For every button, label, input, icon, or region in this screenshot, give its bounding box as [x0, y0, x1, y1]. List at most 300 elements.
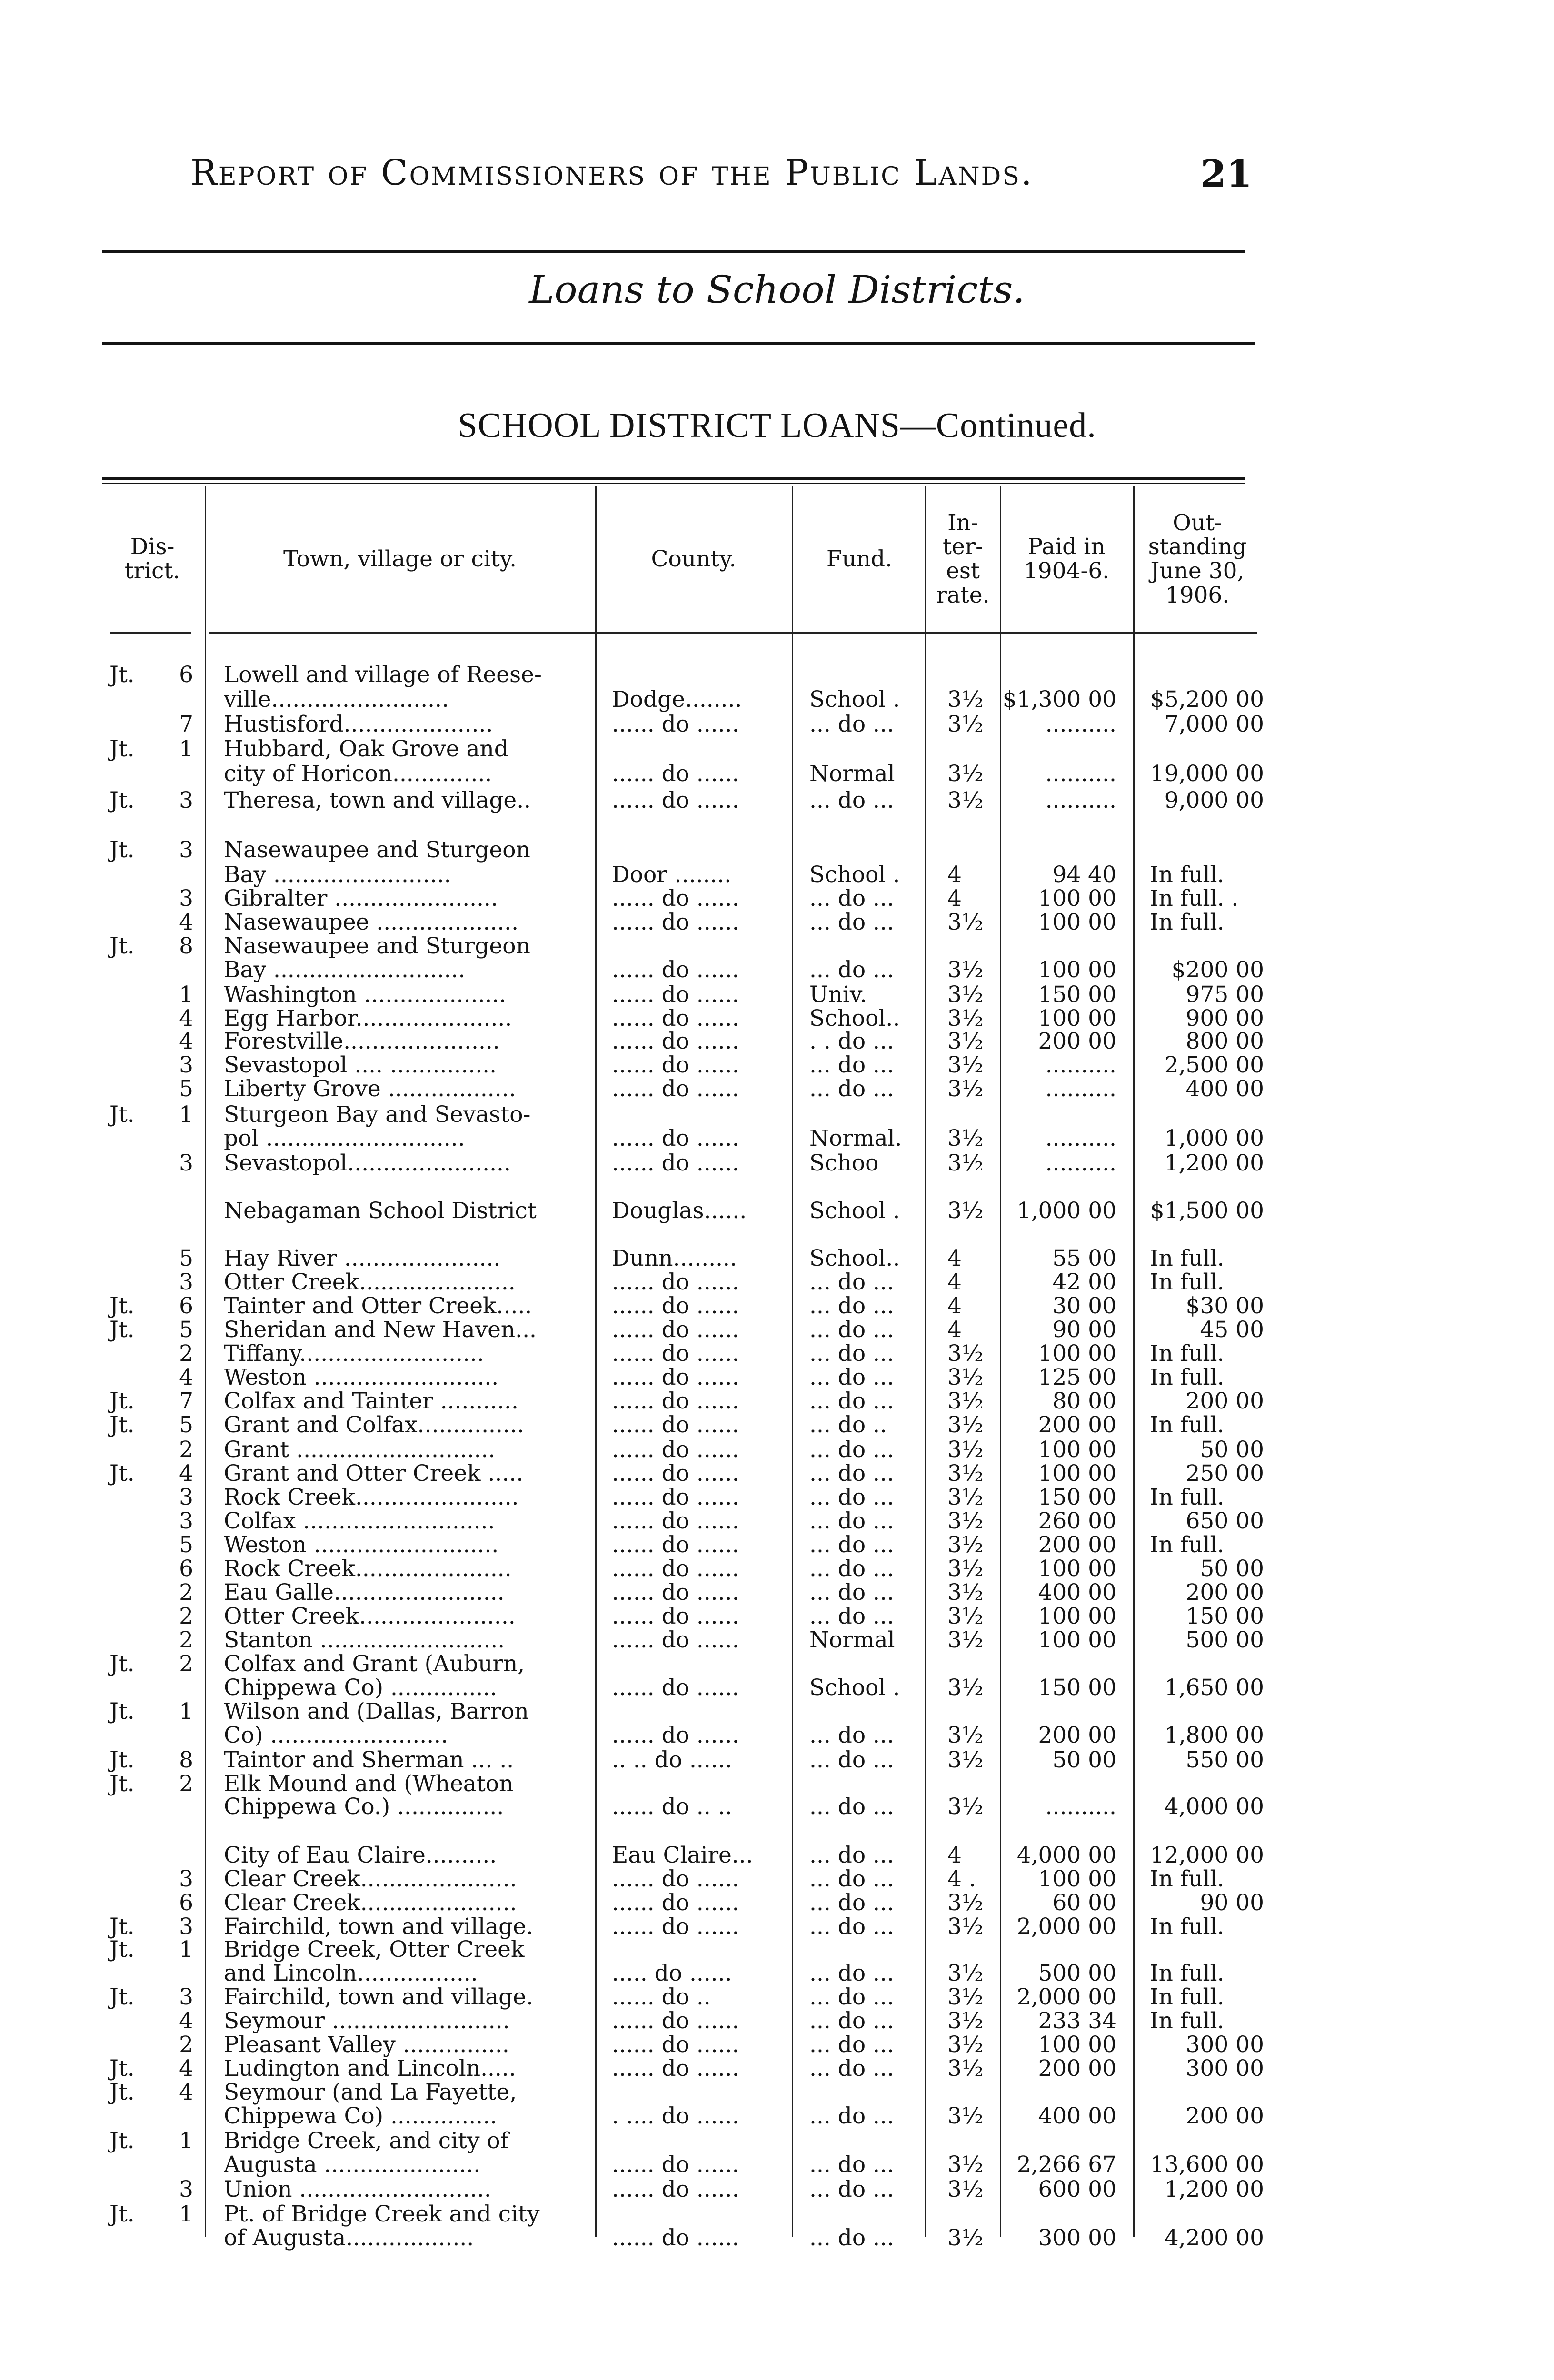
cell-rate: 3½ [947, 1627, 984, 1653]
cell-county: ...... do ...... [612, 1006, 739, 1031]
cell-jt: Jt. [110, 1460, 135, 1487]
cell-town: Wilson and (Dallas, Barron [224, 1699, 529, 1724]
cell-town: Fairchild, town and village. [224, 1985, 534, 2010]
cell-jt: Jt. [110, 1698, 135, 1725]
cell-rate: 3½ [947, 1198, 984, 1224]
table-row [0, 2104, 1554, 2129]
cell-rate: 3½ [947, 2176, 984, 2202]
cell-jt: Jt. [110, 1747, 135, 1773]
cell-county: Douglas...... [612, 1199, 747, 1223]
cell-county: ...... do ...... [612, 1077, 739, 1101]
cell-county: ...... do ...... [612, 2152, 739, 2177]
cell-county: .. .. do ...... [612, 1748, 732, 1773]
table-row [0, 1509, 1554, 1534]
cell-rate: 3½ [947, 1437, 984, 1463]
cell-no: 7 [179, 711, 193, 737]
cell-fund: ... do ... [809, 1438, 894, 1462]
cell-paid: 125 00 [1038, 1364, 1116, 1390]
cell-rate: 3½ [947, 957, 984, 983]
cell-no: 5 [179, 1532, 193, 1558]
cell-no: 3 [179, 837, 193, 863]
cell-jt: Jt. [110, 662, 135, 688]
cell-rate: 3½ [947, 1508, 984, 1534]
cell-fund: ... do ... [809, 1795, 894, 1819]
cell-no: 4 [179, 1460, 193, 1487]
cell-fund: ... do ... [809, 1985, 894, 2010]
cell-rate: 3½ [947, 1028, 984, 1054]
cell-jt: Jt. [110, 1293, 135, 1319]
cell-town: Nebagaman School District [224, 1199, 537, 1223]
cell-no: 2 [179, 2032, 193, 2058]
cell-county: ...... do ...... [612, 1604, 739, 1629]
cell-no: 3 [179, 1150, 193, 1176]
cell-rate: 3½ [947, 1460, 984, 1487]
cell-no: 4 [179, 2055, 193, 2082]
cell-no: 5 [179, 1412, 193, 1438]
table-row [0, 886, 1554, 911]
cell-fund: . . do ... [809, 1029, 894, 1054]
cell-jt: Jt. [110, 2201, 135, 2227]
cell-paid: 55 00 [1052, 1245, 1116, 1271]
cell-county: ...... do ...... [612, 1533, 739, 1557]
cell-out: In full. [1150, 1269, 1225, 1295]
table-row [0, 1676, 1554, 1700]
table-row [0, 1365, 1554, 1390]
cell-rate: 3½ [947, 1076, 984, 1102]
cell-no: 2 [179, 1579, 193, 1606]
cell-paid: 100 00 [1038, 1460, 1116, 1487]
cell-town: and Lincoln................. [224, 1961, 478, 1986]
cell-out: 900 00 [1185, 1005, 1264, 1031]
cell-no: 3 [179, 787, 193, 813]
table-row [0, 1843, 1554, 1868]
cell-county: ...... do ...... [612, 1557, 739, 1581]
table-row [0, 1985, 1554, 2010]
cell-no: 6 [179, 662, 193, 688]
cell-no: 2 [179, 1340, 193, 1367]
cell-paid: 2,000 00 [1016, 1914, 1116, 1940]
cell-paid: .......... [1045, 711, 1116, 737]
cell-rate: 3½ [947, 686, 984, 713]
cell-rate: 3½ [947, 1364, 984, 1390]
cell-rate: 3½ [947, 2032, 984, 2058]
table-row [0, 2033, 1554, 2057]
cell-rate: 4 [947, 862, 962, 888]
table-row [0, 1485, 1554, 1510]
cell-county: ...... do ...... [612, 1318, 739, 1342]
table-row [0, 2202, 1554, 2227]
cell-no: 4 [179, 2008, 193, 2034]
cell-fund: ... do ... [809, 958, 894, 982]
col-town: Town, village or city. [283, 545, 517, 572]
cell-out: In full. [1150, 2008, 1225, 2034]
col-district: Dis- trict. [124, 534, 180, 584]
cell-out: 1,200 00 [1164, 2176, 1264, 2202]
cell-rate: 3½ [947, 1052, 984, 1078]
cell-town: Seymour ......................... [224, 2009, 510, 2033]
cell-paid: 100 00 [1038, 1556, 1116, 1582]
cell-paid: .......... [1045, 787, 1116, 813]
cell-out: $5,200 00 [1150, 686, 1264, 713]
cell-county: ...... do ...... [612, 886, 739, 911]
cell-county: ...... do ...... [612, 1365, 739, 1390]
cell-town: Gibralter ....................... [224, 886, 498, 911]
cell-out: 45 00 [1200, 1317, 1264, 1343]
table-row [0, 958, 1554, 982]
cell-out: In full. [1150, 1412, 1225, 1438]
cell-rate: 3½ [947, 787, 984, 813]
cell-fund: ... do ... [809, 1961, 894, 1986]
table-row [0, 663, 1554, 687]
table-row [0, 1461, 1554, 1486]
cell-county: ..... do ...... [612, 1961, 732, 1986]
cell-rate: 3½ [947, 1340, 984, 1367]
cell-town: Colfax ........................... [224, 1509, 495, 1534]
cell-fund: School.. [809, 1246, 900, 1271]
cell-fund: ... do ... [809, 1341, 894, 1366]
cell-out: In full. [1150, 1960, 1225, 1986]
cell-town: Pt. of Bridge Creek and city [224, 2202, 540, 2227]
cell-town: Bridge Creek, Otter Creek [224, 1937, 525, 1962]
cell-rate: 3½ [947, 1890, 984, 1916]
cell-no: 5 [179, 1245, 193, 1271]
cell-town: Weston .......................... [224, 1533, 499, 1557]
cell-jt: Jt. [110, 1936, 135, 1963]
cell-no: 6 [179, 1293, 193, 1319]
cell-out: 550 00 [1185, 1747, 1264, 1773]
table-row [0, 1557, 1554, 1581]
cell-rate: 3½ [947, 1484, 984, 1510]
cell-out: 7,000 00 [1164, 711, 1264, 737]
cell-county: ...... do ...... [612, 1389, 739, 1414]
cell-paid: .......... [1045, 1076, 1116, 1102]
cell-out: 1,650 00 [1164, 1675, 1264, 1701]
cell-county: ...... do ...... [612, 2033, 739, 2057]
cell-county: ...... do .. [612, 1985, 711, 2010]
table-row [0, 1053, 1554, 1078]
cell-no: 3 [179, 1052, 193, 1078]
cell-town: Hubbard, Oak Grove and [224, 737, 508, 762]
cell-rate: 4 [947, 885, 962, 912]
cell-fund: ... do ... [809, 1557, 894, 1581]
cell-rate: 3½ [947, 909, 984, 935]
cell-county: ...... do ...... [612, 1914, 739, 1939]
cell-fund: Normal [809, 1628, 895, 1653]
cell-out: 200 00 [1185, 1579, 1264, 1606]
table-row [0, 737, 1554, 762]
cell-rate: 3½ [947, 2008, 984, 2034]
cell-paid: 30 00 [1052, 1293, 1116, 1319]
cell-fund: ... do ... [809, 1914, 894, 1939]
cell-county: ...... do .. .. [612, 1795, 732, 1819]
cell-county: ...... do ...... [612, 1029, 739, 1054]
cell-out: 50 00 [1200, 1437, 1264, 1463]
report-title: Report of Commissioners of the Public Lands. [190, 152, 1034, 193]
cell-rate: 3½ [947, 1603, 984, 1629]
cell-out: $1,500 00 [1150, 1198, 1264, 1224]
cell-fund: ... do ... [809, 2152, 894, 2177]
cell-fund: ... do ... [809, 1485, 894, 1510]
cell-rate: 3½ [947, 1579, 984, 1606]
cell-out: In full. [1150, 1866, 1225, 1892]
cell-fund: ... do ... [809, 1580, 894, 1605]
cell-rate: 3½ [947, 1794, 984, 1820]
cell-fund: ... do ... [809, 2104, 894, 2129]
cell-fund: Univ. [809, 982, 867, 1007]
col-county: County. [651, 545, 737, 572]
cell-paid: 94 40 [1052, 862, 1116, 888]
cell-no: 4 [179, 1364, 193, 1390]
cell-no: 3 [179, 2176, 193, 2202]
table-row [0, 1961, 1554, 1986]
cell-no: 2 [179, 1627, 193, 1653]
cell-out: 90 00 [1200, 1890, 1264, 1916]
cell-rate: 3½ [947, 1150, 984, 1176]
table-row [0, 1102, 1554, 1127]
cell-paid: 100 00 [1038, 1005, 1116, 1031]
cell-no: 6 [179, 1890, 193, 1916]
cell-fund: School . [809, 1199, 900, 1223]
cell-town: Bridge Creek, and city of [224, 2129, 509, 2153]
cell-out: 13,600 00 [1150, 2152, 1264, 2178]
cell-no: 3 [179, 1984, 193, 2010]
cell-county: ...... do ...... [612, 1723, 739, 1748]
cell-out: In full. [1150, 1484, 1225, 1510]
cell-out: 12,000 00 [1150, 1842, 1264, 1868]
cell-town: Clear Creek...................... [224, 1891, 517, 1915]
cell-town: pol ............................ [224, 1126, 465, 1151]
cell-paid: 300 00 [1038, 2225, 1116, 2251]
cell-county: Dunn......... [612, 1246, 737, 1271]
cell-out: 50 00 [1200, 1556, 1264, 1582]
table-row [0, 1294, 1554, 1319]
table-row [0, 982, 1554, 1007]
cell-town: Eau Galle........................ [224, 1580, 505, 1605]
cell-county: ...... do ...... [612, 1126, 739, 1151]
cell-fund: ... do .. [809, 1413, 887, 1438]
cell-paid: 200 00 [1038, 1028, 1116, 1054]
table-row [0, 1199, 1554, 1223]
cell-town: Sturgeon Bay and Sevasto- [224, 1102, 531, 1127]
cell-town: Forestville...................... [224, 1029, 500, 1054]
cell-no: 3 [179, 1484, 193, 1510]
cell-paid: 150 00 [1038, 1484, 1116, 1510]
cell-rate: 3½ [947, 1747, 984, 1773]
table-row [0, 910, 1554, 935]
cell-no: 3 [179, 1866, 193, 1892]
cell-out: 1,000 00 [1164, 1125, 1264, 1151]
table-row [0, 762, 1554, 786]
cell-fund: Normal. [809, 1126, 902, 1151]
cell-town: City of Eau Claire.......... [224, 1843, 497, 1868]
cell-town: Weston .......................... [224, 1365, 499, 1390]
cell-county: ...... do ...... [612, 1628, 739, 1653]
cell-town: Sevastopol....................... [224, 1151, 511, 1176]
cell-fund: ... do ... [809, 1077, 894, 1101]
cell-out: 250 00 [1185, 1460, 1264, 1487]
table-row [0, 2177, 1554, 2202]
cell-county: Door ........ [612, 863, 732, 887]
cell-out: 1,800 00 [1164, 1722, 1264, 1748]
cell-town: Nasewaupee and Sturgeon [224, 838, 530, 863]
cell-fund: ... do ... [809, 886, 894, 911]
cell-county: ...... do ...... [612, 1580, 739, 1605]
cell-out: 19,000 00 [1150, 761, 1264, 787]
cell-county: ...... do ...... [612, 788, 739, 813]
cell-jt: Jt. [110, 2079, 135, 2105]
cell-fund: ... do ... [809, 1318, 894, 1342]
cell-town: Hustisford..................... [224, 712, 493, 737]
cell-no: 3 [179, 1914, 193, 1940]
cell-out: In full. [1150, 1245, 1225, 1271]
cell-county: ...... do ...... [612, 712, 739, 737]
cell-fund: Normal [809, 762, 895, 786]
cell-county: ...... do ...... [612, 2177, 739, 2202]
cell-paid: 200 00 [1038, 1412, 1116, 1438]
table-row [0, 1438, 1554, 1462]
cell-jt: Jt. [110, 933, 135, 959]
table-row [0, 1533, 1554, 1557]
cell-town: Sevastopol .... ............... [224, 1053, 497, 1078]
cell-town: Lowell and village of Reese- [224, 663, 542, 687]
cell-out: In full. [1150, 1364, 1225, 1390]
table-row [0, 863, 1554, 887]
cell-county: ...... do ...... [612, 1891, 739, 1915]
cell-town: Pleasant Valley ............... [224, 2033, 509, 2057]
cell-fund: ... do ... [809, 1389, 894, 1414]
cell-paid: 400 00 [1038, 1579, 1116, 1606]
cell-fund: ... do ... [809, 1294, 894, 1319]
cell-no: 1 [179, 2128, 193, 2154]
cell-no: 1 [179, 982, 193, 1008]
table-row [0, 838, 1554, 863]
table-row [0, 1318, 1554, 1342]
cell-no: 4 [179, 1028, 193, 1054]
cell-town: of Augusta.................. [224, 2226, 474, 2251]
table-row [0, 2129, 1554, 2153]
table-row [0, 1151, 1554, 1176]
cell-fund: ... do ... [809, 2226, 894, 2251]
cell-out: 650 00 [1185, 1508, 1264, 1534]
cell-fund: ... do ... [809, 2033, 894, 2057]
table-row [0, 1126, 1554, 1151]
cell-county: ...... do ...... [612, 2056, 739, 2081]
cell-no: 1 [179, 2201, 193, 2227]
cell-county: ...... do ...... [612, 1053, 739, 1078]
cell-out: 400 00 [1185, 1076, 1264, 1102]
cell-no: 4 [179, 1005, 193, 1031]
page-number: 21 [1200, 152, 1252, 196]
cell-no: 5 [179, 1317, 193, 1343]
cell-rate: 3½ [947, 1532, 984, 1558]
cell-county: ...... do ...... [612, 958, 739, 982]
cell-jt: Jt. [110, 1914, 135, 1940]
cell-paid: 90 00 [1052, 1317, 1116, 1343]
cell-paid: 500 00 [1038, 1960, 1116, 1986]
cell-no: 1 [179, 736, 193, 762]
cell-town: Otter Creek...................... [224, 1270, 516, 1295]
cell-town: Clear Creek...................... [224, 1867, 517, 1892]
cell-rate: 3½ [947, 982, 984, 1008]
col-outstanding: Out- standing June 30, 1906. [1148, 509, 1247, 608]
cell-paid: 42 00 [1052, 1269, 1116, 1295]
table-row [0, 1077, 1554, 1101]
cell-paid: 2,266 67 [1016, 2152, 1116, 2178]
cell-paid: 200 00 [1038, 1532, 1116, 1558]
cell-rate: 3½ [947, 1005, 984, 1031]
cell-county: ...... do ...... [612, 1461, 739, 1486]
cell-rate: 3½ [947, 761, 984, 787]
cell-town: Elk Mound and (Wheaton [224, 1772, 514, 1796]
cell-paid: 100 00 [1038, 2032, 1116, 2058]
cell-no: 1 [179, 1698, 193, 1725]
cell-jt: Jt. [110, 2055, 135, 2082]
cell-paid: .......... [1045, 1150, 1116, 1176]
cell-town: Grant and Colfax............... [224, 1413, 524, 1438]
cell-out: 200 00 [1185, 1388, 1264, 1414]
cell-town: Chippewa Co) ............... [224, 2104, 498, 2129]
cell-county: ...... do ...... [612, 762, 739, 786]
cell-no: 2 [179, 1651, 193, 1677]
cell-rate: 3½ [947, 1556, 984, 1582]
cell-no: 4 [179, 2079, 193, 2105]
cell-paid: 100 00 [1038, 1627, 1116, 1653]
cell-rate: 4 [947, 1245, 962, 1271]
cell-town: Rock Creek....................... [224, 1485, 519, 1510]
cell-town: Ludington and Lincoln..... [224, 2056, 516, 2081]
cell-town: Fairchild, town and village. [224, 1914, 534, 1939]
cell-county: Eau Claire... [612, 1843, 753, 1868]
cell-fund: ... do ... [809, 1053, 894, 1078]
cell-jt: Jt. [110, 837, 135, 863]
cell-no: 2 [179, 1771, 193, 1797]
cell-county: ...... do ...... [612, 1270, 739, 1295]
cell-town: Union ........................... [224, 2177, 491, 2202]
cell-jt: Jt. [110, 736, 135, 762]
cell-no: 3 [179, 1269, 193, 1295]
cell-fund: ... do ... [809, 910, 894, 935]
cell-fund: ... do ... [809, 1365, 894, 1390]
cell-town: Liberty Grove .................. [224, 1077, 516, 1101]
table-row [0, 2080, 1554, 2105]
cell-paid: 100 00 [1038, 885, 1116, 912]
table-row [0, 712, 1554, 737]
cell-jt: Jt. [110, 787, 135, 813]
cell-county: ...... do ...... [612, 1151, 739, 1176]
cell-paid: 200 00 [1038, 1722, 1116, 1748]
cell-town: Seymour (and La Fayette, [224, 2080, 517, 2105]
cell-rate: 3½ [947, 2225, 984, 2251]
cell-paid: .......... [1045, 1794, 1116, 1820]
cell-rate: 4 [947, 1842, 962, 1868]
cell-rate: 3½ [947, 1675, 984, 1701]
cell-fund: ... do ... [809, 2177, 894, 2202]
table-row [0, 2226, 1554, 2251]
cell-jt: Jt. [110, 2128, 135, 2154]
cell-town: Augusta ...................... [224, 2152, 481, 2177]
table-row [0, 934, 1554, 959]
table-row [0, 2009, 1554, 2033]
cell-paid: 200 00 [1038, 2055, 1116, 2082]
cell-county: Dodge........ [612, 687, 742, 712]
table-row [0, 1246, 1554, 1271]
table-row [0, 1937, 1554, 1962]
table-row [0, 1748, 1554, 1773]
cell-county: ...... do ...... [612, 1294, 739, 1319]
cell-no: 8 [179, 933, 193, 959]
cell-paid: 400 00 [1038, 2103, 1116, 2129]
cell-paid: 233 34 [1038, 2008, 1116, 2034]
